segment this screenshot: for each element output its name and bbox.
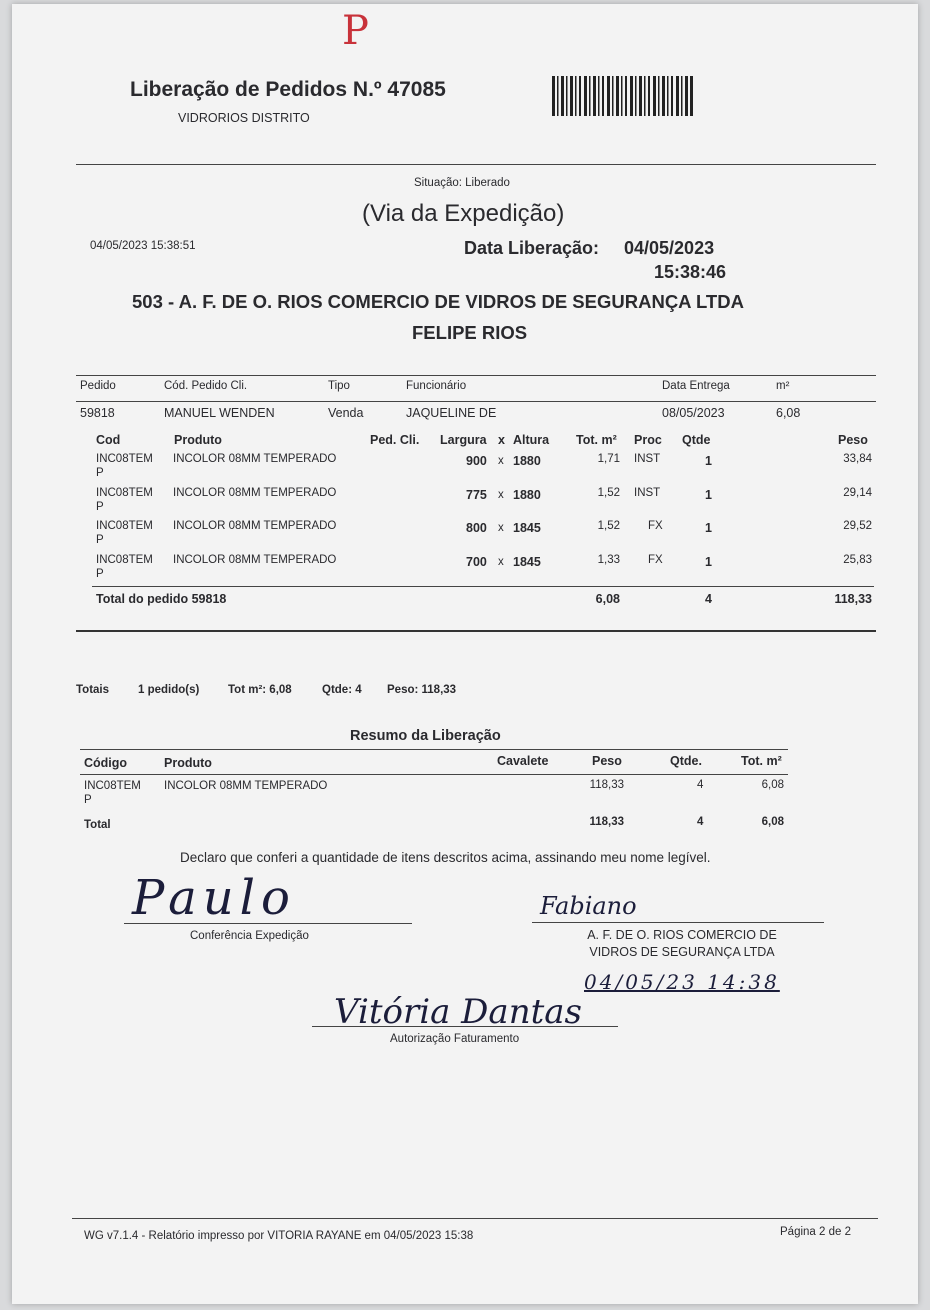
summary-codigo: INC08TEM	[84, 780, 141, 792]
value-cod-cli: MANUEL WENDEN	[164, 406, 275, 420]
item-x: x	[498, 522, 504, 534]
col-cod: Cod	[96, 433, 121, 447]
item-altura: 1845	[513, 521, 541, 535]
item-proc: FX	[648, 554, 663, 566]
signature-label-client-1: A. F. DE O. RIOS COMERCIO DE	[587, 928, 777, 942]
col-ped-cli: Ped. Cli.	[370, 433, 420, 447]
release-time: 15:38:46	[654, 262, 727, 282]
item-largura: 700	[466, 555, 487, 569]
summary-col-tot-m2: Tot. m²	[741, 754, 782, 768]
item-qtde: 1	[705, 555, 712, 569]
totals-m2: Tot m²: 6,08	[228, 684, 292, 696]
summary-total-qtde: 4	[697, 816, 704, 828]
label-cod-cli: Cód. Pedido Cli.	[164, 380, 248, 392]
summary-total-m2: 6,08	[761, 816, 784, 828]
col-largura: Largura	[440, 433, 487, 447]
footer-page: Página 2 de 2	[780, 1226, 851, 1238]
item-cod: INC08TEM	[96, 520, 153, 532]
totals-pedidos: 1 pedido(s)	[138, 684, 200, 696]
item-altura: 1880	[513, 488, 541, 502]
item-qtde: 1	[705, 521, 712, 535]
item-altura: 1880	[513, 454, 541, 468]
signature-conferencia: Paulo	[132, 870, 296, 926]
summary-total-label: Total	[84, 819, 111, 831]
item-cod: INC08TEM	[96, 554, 153, 566]
client-name: 503 - A. F. DE O. RIOS COMERCIO DE VIDROS DE SEGURANÇA LTDA	[132, 291, 744, 312]
signature-line	[532, 922, 824, 923]
signature-label-client-2: VIDROS DE SEGURANÇA LTDA	[589, 945, 775, 959]
summary-col-qtde: Qtde.	[670, 754, 702, 768]
item-cod-cont: P	[96, 534, 104, 546]
release-date: 04/05/2023	[624, 238, 715, 258]
col-qtde: Qtde	[682, 433, 711, 447]
item-cod: INC08TEM	[96, 487, 153, 499]
handwritten-mark: P	[342, 8, 369, 54]
release-label: Data Liberação:	[464, 238, 600, 258]
item-proc: FX	[648, 520, 663, 532]
footer-printed-by: WG v7.1.4 - Relatório impresso por VITORIA RAYANE em 04/05/2023 15:38	[84, 1230, 474, 1242]
divider	[76, 375, 876, 376]
item-cod: INC08TEM	[96, 453, 153, 465]
summary-qtde: 4	[697, 779, 704, 791]
summary-col-codigo: Código	[84, 756, 128, 770]
item-altura: 1845	[513, 555, 541, 569]
summary-tot-m2: 6,08	[761, 779, 784, 791]
signature-line	[124, 923, 412, 924]
item-tot-m2: 1,52	[597, 487, 620, 499]
item-largura: 900	[466, 454, 487, 468]
item-peso: 25,83	[843, 554, 872, 566]
divider	[92, 586, 874, 587]
col-peso: Peso	[838, 433, 868, 447]
item-largura: 800	[466, 521, 487, 535]
label-data-entrega: Data Entrega	[662, 380, 730, 392]
item-x: x	[498, 556, 504, 568]
via-title: (Via da Expedição)	[362, 200, 565, 227]
label-pedido: Pedido	[80, 380, 116, 392]
item-qtde: 1	[705, 454, 712, 468]
summary-col-produto: Produto	[164, 756, 212, 770]
signature-label-autorizacao: Autorização Faturamento	[390, 1033, 520, 1045]
summary-peso: 118,33	[589, 779, 624, 791]
totals-peso: Peso: 118,33	[387, 684, 457, 696]
item-cod-cont: P	[96, 568, 104, 580]
item-tot-m2: 1,52	[597, 520, 620, 532]
col-altura: Altura	[513, 433, 550, 447]
value-funcionario: JAQUELINE DE	[406, 406, 497, 420]
summary-total-peso: 118,33	[589, 816, 624, 828]
item-proc: INST	[634, 487, 661, 499]
barcode	[552, 76, 694, 116]
document-title: Liberação de Pedidos N.º 47085	[130, 78, 446, 101]
summary-title: Resumo da Liberação	[350, 728, 501, 744]
value-tipo: Venda	[328, 406, 364, 420]
value-data-entrega: 08/05/2023	[662, 406, 725, 420]
item-peso: 29,14	[843, 487, 872, 499]
value-m2: 6,08	[776, 406, 801, 420]
order-total-m2: 6,08	[595, 592, 620, 606]
item-produto: INCOLOR 08MM TEMPERADO	[173, 487, 337, 499]
col-proc: Proc	[634, 433, 662, 447]
label-tipo: Tipo	[328, 380, 350, 392]
label-m2: m²	[776, 380, 790, 392]
item-cod-cont: P	[96, 501, 104, 513]
order-total-label: Total do pedido 59818	[96, 592, 227, 606]
item-qtde: 1	[705, 488, 712, 502]
summary-produto: INCOLOR 08MM TEMPERADO	[164, 780, 328, 792]
signature-line	[312, 1026, 618, 1027]
divider	[80, 749, 788, 750]
totals-label: Totais	[76, 684, 110, 696]
totals-qtde: Qtde: 4	[322, 684, 362, 696]
item-tot-m2: 1,71	[597, 453, 620, 465]
signature-autorizacao: Vitória Dantas	[334, 992, 582, 1032]
item-peso: 33,84	[843, 453, 872, 465]
divider	[72, 1218, 878, 1219]
divider	[76, 630, 876, 632]
order-total-peso: 118,33	[834, 592, 872, 606]
divider	[76, 164, 876, 165]
col-produto: Produto	[174, 433, 222, 447]
signature-client: Fabiano	[540, 892, 637, 920]
company-name: VIDRORIOS DISTRITO	[178, 111, 310, 125]
client-contact: FELIPE RIOS	[412, 322, 528, 343]
divider	[76, 401, 876, 402]
item-produto: INCOLOR 08MM TEMPERADO	[173, 520, 337, 532]
item-cod-cont: P	[96, 467, 104, 479]
summary-codigo-cont: P	[84, 794, 92, 806]
item-proc: INST	[634, 453, 661, 465]
label-funcionario: Funcionário	[406, 380, 467, 392]
item-x: x	[498, 455, 504, 467]
declaration-text: Declaro que conferi a quantidade de itens descritos acima, assinando meu nome legível.	[180, 850, 711, 865]
status-text: Situação: Liberado	[414, 177, 510, 189]
summary-col-peso: Peso	[592, 754, 622, 768]
item-tot-m2: 1,33	[597, 554, 620, 566]
item-x: x	[498, 489, 504, 501]
printed-at: 04/05/2023 15:38:51	[90, 240, 196, 252]
item-largura: 775	[466, 488, 487, 502]
col-x: x	[498, 433, 505, 447]
summary-col-cavalete: Cavalete	[497, 754, 549, 768]
value-pedido: 59818	[80, 406, 115, 420]
item-produto: INCOLOR 08MM TEMPERADO	[173, 453, 337, 465]
document-page	[12, 4, 918, 1304]
signature-label-conferencia: Conferência Expedição	[190, 930, 309, 942]
item-peso: 29,52	[843, 520, 872, 532]
item-produto: INCOLOR 08MM TEMPERADO	[173, 554, 337, 566]
divider	[80, 774, 788, 775]
col-tot-m2: Tot. m²	[576, 433, 617, 447]
order-total-qtde: 4	[705, 592, 712, 606]
handwritten-datetime: 04/05/23 14:38	[584, 970, 780, 994]
